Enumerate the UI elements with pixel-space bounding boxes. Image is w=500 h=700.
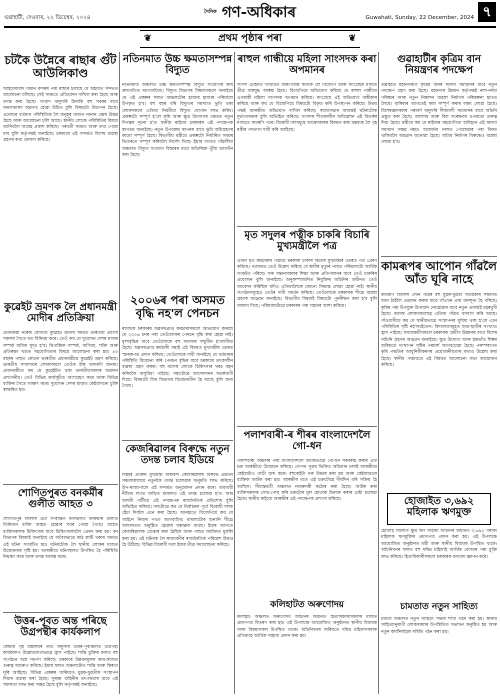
masthead xyxy=(4,2,496,28)
masthead-title-text: গণ-অধিকাৰ xyxy=(221,3,296,21)
article-body: কলিহাট অঞ্চলত অৰুণোদয় আঁচনিৰ অধীনত হিতাধিকাৰীসকলৰ মাজত প্ৰমাণপত্ৰ বিতৰণ কৰা হয়। এই উপলক্ষে আয়োজিত অনুষ্ঠানত স্থানীয় বিধায়ক আৰু বিষয়াসকল উপস্থিত থাকে। আঁচনিখনৰ জৰিয়তে দৰিদ্ৰ মহিলাসকলক প্ৰতিমাহে আৰ্থিক সাহায্য প্ৰদান কৰা হয়। xyxy=(237,615,377,640)
divider xyxy=(237,226,377,227)
article-body: কামৰূপ জিলাৰ এখন গাঁৱৰ বহু যুৱক-যুৱতী জীৱিকাৰ সন্ধানত আন ঠাইলৈ প্ৰব্ৰজন কৰাৰ বাবে গাঁওখন প্ৰায় জনশূন্য হৈ পৰিছে। কৃষিৰ পৰা উপযুক্ত উপাৰ্জন নোহোৱাৰ বাবে নতুন প্ৰজন্মই চহৰমুখী হৈছে। বয়সস্থ লোকসকলেহে এতিয়া গাঁৱত বসবাস কৰি আছে। গাঁওবাসীয়ে কয় যে স্থানীয়ভাৱে সংস্থাপনৰ সুবিধা থকা হ'লে এনে পৰিস্থিতিৰ সৃষ্টি নহ'লহেঁতেন। বিদ্যালয়সমূহত ছাত্ৰ-ছাত্ৰীৰ সংখ্যাও হ্ৰাস পাইছে। সমাজকৰ্মীসকলে চৰকাৰক গ্ৰামীণ উন্নয়নৰ বাবে বিশেষ আঁচনি গ্ৰহণৰ আহ্বান জনাইছে। ক্ষুদ্ৰ উদ্যোগ আৰু হস্ততাঁত শিল্পৰ জৰিয়তে সংস্থাপন সৃষ্টিৰ পৰামৰ্শ আগবঢ়োৱা হৈছে। পৰম্পৰাগত কৃষি পদ্ধতিৰ আধুনিকীকৰণৰ প্ৰয়োজনীয়তাৰ কথাও উল্লেখ কৰা হৈছে। স্থানীয় পঞ্চায়তে এই বিষয়ত আলোচনা সভা আয়োজন কৰিছে। xyxy=(381,293,497,369)
article-body: প্ৰধানমন্ত্ৰী নৰেন্দ্ৰ মোদীয়ে কুৱেইট ভ্ৰমণৰ সময়ত ভাৰতীয় প্ৰবাসী সকলৰ সৈতে মত বিনিময় কৰে। তেওঁ কয় যে দুয়োখন দেশৰ মাজৰ সম্পৰ্ক অধিক সুদৃঢ় হ'ব। দ্বিপাক্ষিক সম্পৰ্ক, বাণিজ্য, শক্তি আৰু প্ৰতিৰক্ষা খণ্ডত সহযোগিতাৰ বিষয়ে আলোচনা কৰা হয়। ৪৩ বছৰৰ পাছত কোনো ভাৰতীয় প্ৰধানমন্ত্ৰীয়ে কুৱেইট ভ্ৰমণ কৰিছে। ভাৰতীয় সম্প্ৰদায়ৰ লোকসকলে তেওঁক উষ্ম আদৰণি জনায়। প্ৰধানমন্ত্ৰীয়ে কয় যে কুৱেইটত থকা ভাৰতীয়সকলৰ অৱদান প্ৰশংসনীয়। তেওঁ বিভিন্ন কাৰ্যসূচীত অংশগ্ৰহণ কৰে আৰু বিভিন্ন ব্যক্তিৰ সৈতে সাক্ষাৎ কৰে। দুয়োখন দেশৰ মাজত কেইবাখনো চুক্তি স্বাক্ষৰিত হয়। xyxy=(3,331,118,394)
article-body: পলাশবাৰী অঞ্চলৰ পৰা বাংলাদেশলৈ অবৈধভাৱে গো-ধন সৰবৰাহ কৰাৰ এটা চক্ৰ আৰক্ষীয়ে উন্মোচন কৰিছে। গোপন সূত্ৰৰ ভিত্তিত অভিযান চলাই আৰক্ষীয়ে কেইবাটাও গাড়ী জব্দ কৰে। বহুকেইটা গৰু উদ্ধাৰ কৰা হয় আৰু কেইবাজনো ব্যক্তিক আটক কৰা হয়। আৰক্ষীৰ মতে এই চক্ৰটোৱে দীৰ্ঘদিন ধৰি সক্ৰিয় হৈ আছিল। সীমান্তবৰ্তী অঞ্চলত নজৰদাৰী কঠোৰ কৰা হৈছে। আটক কৰা ব্যক্তিসকলক সোধ-পোছ কৰি চক্ৰটোৰ মূল হোতাক চিনাক্ত কৰাৰ চেষ্টা চলোৱা হৈছে। স্থানীয় ৰাইজে আৰক্ষীৰ এই পদক্ষেপক প্ৰশংসা কৰিছে। xyxy=(237,459,377,503)
masthead-date-right: Guwahati, Sunday, 22 December, 2024 xyxy=(365,15,474,21)
masthead-title-small: দৈনিক xyxy=(204,9,217,15)
column-divider xyxy=(378,52,379,694)
column-1 xyxy=(3,52,118,696)
headline: শোণিতপুৰত বনকৰ্মীৰ গুলীত আহত ৩ xyxy=(17,488,104,511)
article-body: শোণিতপুৰ জিলাৰ এটা সংৰক্ষিত বনাঞ্চলত বনকৰ্মীৰ গুলীত তিনিজন ব্যক্তি আহত হোৱাৰ খবৰ পোৱা গৈছে। আহত ব্যক্তিসকলক চিকিৎসাৰ বাবে চিকিৎসালয়লৈ প্ৰেৰণ কৰা হয়। বন বিভাগৰ বিষয়াই জনাইছে যে অবৈধভাৱে কাঠ কাটি থকাৰ সময়ত এই ঘটনা সংঘটিত হয়। ঘটনাটোক লৈ স্থানীয় লোকৰ মাজত উত্তেজনাৰ সৃষ্টি হয়। আৰক্ষীয়ে ঘটনাস্থলত উপস্থিত হৈ পৰিস্থিতি নিয়ন্ত্ৰণ কৰে আৰু তদন্ত আৰম্ভ কৰে। xyxy=(3,517,118,561)
article-body: কেন্দ্ৰীয় গৃহ মন্ত্ৰালয়ৰ তথ্য অনুসৰি উত্তৰ-পূবাঞ্চলত উগ্ৰপন্থী কাৰ্যকলাপ উল্লেখযোগ্যভাৱে হ্ৰাস পাইছে। শান্তি চুক্তিৰ ফলত বহু সংগঠনে অস্ত্ৰ সমৰ্পণ কৰিছে। চৰকাৰে উন্নয়নমূলক কাম-কাজত গুৰুত্ব আৰোপ কৰিছে। ইয়াৰ ফলত অঞ্চলটোত শান্তি আৰু স্থিৰতা ঘূৰি আহিছে। বিভিন্ন প্ৰকল্পৰ জৰিয়তে যুৱক-যুৱতীক সংস্থাপন দিয়াৰ ব্যৱস্থা কৰা হৈছে। সুৰক্ষা বাহিনীৰ তৎপৰতাৰ বাবে এই সফলতা লাভ কৰা সম্ভৱ হৈছে বুলি কৰ্তৃপক্ষই জনাইছে। xyxy=(3,645,118,689)
divider xyxy=(122,440,233,441)
banner-ornament-right-icon: ❦ xyxy=(348,34,356,44)
headline: গুৱাহাটীৰ কৃত্ৰিম বান নিয়ন্ত্ৰণৰ পদক্ষেপ xyxy=(397,54,481,77)
article-body: সংসদ চৌহদত সংঘটিত ধাক্কা-ধাক্কি কাণ্ডক লৈ বিজেপি আৰু কংগ্ৰেছৰ মাজত তীব্ৰ বাকযুদ্ধ আৰম্ভ হৈছে। বিজেপিয়ে অভিযোগ কৰিছে যে ৰাহুল গান্ধীয়ে এগৰাকী মহিলা সাংসদক অপমান কৰিছে। কংগ্ৰেছে এই অভিযোগ অস্বীকাৰ কৰিছে আৰু কয় যে বিজেপিয়ে বিষয়টো বিকৃত কৰি উপস্থাপন কৰিছে। উভয় পক্ষই আৰক্ষীত অভিযোগ দাখিল কৰিছে। ৰাজ্যসভাৰ অধ্যক্ষই ঘটনাটোক দুৰ্ভাগ্যজনক বুলি অভিহিত কৰিছে। সংসদৰ শীতকালীন অধিৱেশন এই বিতৰ্কৰ মাজতে সামৰণি পৰে। বিৰোধী দলসমূহে আম্বেদকাৰৰ বিষয়ত কৰা মন্তব্যক লৈ গৃহ মন্ত্ৰীৰ পদত্যাগ দাবী কৰি আহিছে। xyxy=(237,83,377,133)
headline: মৃত সদুলৰ পত্নীক চাকৰি বিচাৰি মুখ্যমন্ত্ৰীলৈ পত্ৰ xyxy=(244,230,370,253)
banner-ornament-left-icon: ❦ xyxy=(144,34,152,44)
article-body: আহমেদাবাদ বিমান বন্দৰৰ পৰা ৰাছাৰ চলিছে যে অহমতি সন্দৰ্ভত আলোচনা চলিছে। সেই সময়তে প্ৰতিবেদন দাখিল কৰা হৈছে আৰু তদন্ত কৰা হৈছে। সংবাদ অনুসৰি চিনাকি বহু খবৰৰ বাবে জনসাধাৰণ অৱগত হোৱা উচিত বুলি বিষয়টো উত্থাপন হৈছে। এনেদৰে বৰ্তমান পৰিস্থিতিক লৈ মানুহৰ মাজত নানান প্ৰশ্নৰ উদ্ভৱ হৈছে আৰু আলোচনা চলি আছে। স্থানীয় লোকে পৰিস্থিতিৰ বিষয়ে জানিবলৈ আগ্ৰহ প্ৰকাশ কৰিছে। পৰবৰ্তী সময়ত আৰু তথ্য পোৱা যাব বুলি কৰ্তৃপক্ষই জনাইছে। চৰকাৰে এই সন্দৰ্ভত বিশেষ ব্যৱস্থা গ্ৰহণৰ কথা ঘোষণা কৰিছে। xyxy=(3,87,118,143)
headline: নতিনমাত উচ্চ ক্ষমতাসম্পন্ন বিদ্যুত xyxy=(123,54,232,77)
column-3 xyxy=(237,52,377,696)
article-body: গুৱাহাটী মহানগৰীত কৃত্ৰিম বানৰ সমস্যা সমাধানৰ বাবে নতুন পদক্ষেপ গ্ৰহণ কৰা হৈছে। মহানগৰ উন্নয়ন কৰ্তৃপক্ষই নলা-নৰ্দমা পৰিষ্কাৰ আৰু নতুন নিষ্কাশন ব্যৱস্থা নিৰ্মাণৰ পৰিকল্পনা হাতত লৈছে। বাৰিষাৰ আগতেই কাম সম্পূৰ্ণ কৰাৰ লক্ষ্য লোৱা হৈছে। বিশেষজ্ঞসকলৰ পৰামৰ্শ অনুসৰি দীৰ্ঘম্যাদী সমাধানৰ বাবে আঁচনি প্ৰস্তুত কৰা হৈছে। জলাশয় আৰু বিল সংৰক্ষণৰ ওপৰতো গুৰুত্ব দিয়া হৈছে। মন্ত্ৰীয়ে কয় যে ৰাইজৰ সহযোগিতা অবিহনে এই সমস্যা সমাধান সম্ভৱ নহয়। আবৰ্জনা নলাত পেলোৱাৰ পৰা বিৰত থাকিবলৈ আহ্বান জনোৱা হৈছে। অবৈধ নিৰ্মাণৰ বিৰুদ্ধেও ব্যৱস্থা লোৱা হ'ব। xyxy=(381,83,497,146)
headline: পলাশবাৰী-ৰ শীৰৰ বাংলাদেশলৈ গো-ধন xyxy=(243,430,371,453)
headline: উত্তৰ-পূবত অন্ত পৰিছে উগ্ৰপন্থীৰ কাৰ্যকলাপ xyxy=(14,616,107,639)
divider xyxy=(237,426,377,427)
section-banner xyxy=(140,30,360,48)
headline: ৰাহুল গান্ধীয়ে মহিলা সাংসদক কৰা অপমানৰ xyxy=(237,54,377,77)
divider xyxy=(3,484,118,485)
column-divider xyxy=(234,52,235,694)
headline: ২০০৬ৰ পৰা অসমত বৃদ্ধি নহ'ল পেনচন xyxy=(130,293,225,320)
column-divider xyxy=(119,52,120,694)
article-body: এজন মৃত কৰ্মচাৰীৰ পত্নীয়ে চৰকাৰী চাকৰি বিচাৰি মুখ্যমন্ত্ৰীৰ ওচৰত পত্ৰ প্ৰেৰণ কৰিছে। পত্ৰখনত তেওঁ উল্লেখ কৰিছে যে স্বামীৰ মৃত্যুৰ পাছত পৰিয়ালটো আৰ্থিক সংকটত পৰিছে। সৰু সন্তানসকলৰ শিক্ষা আৰু প্ৰতিপালনৰ বাবে তেওঁ চাকৰিৰ প্ৰয়োজন বুলি জনাইছে। অনুকম্পাজনিত নিযুক্তিৰ আঁচনিৰ অধীনত তেওঁ আবেদন কৰিছিল যদিও এতিয়ালৈকে কোনো সিদ্ধান্ত লোৱা হোৱা নাই। স্থানীয় সংগঠনসমূহেও তেওঁৰ দাবী সমৰ্থন কৰিছে। তেওঁলোকে চৰকাৰক শীঘ্ৰে ব্যৱস্থা গ্ৰহণৰ আহ্বান জনাইছে। বিভাগীয় বিষয়াই বিষয়টো পুনৰীক্ষণ কৰা হ'ব বুলি আশ্বাস দিছে। পৰিয়ালটোৱে চৰকাৰৰ পৰা সহায়ৰ আশা কৰিছে। xyxy=(237,259,377,309)
divider xyxy=(3,612,118,613)
headline: চটকৈ উন্নৈৰে ৰাছাৰ গুঁট আউলিকাণ্ড xyxy=(4,53,117,80)
headline: কলিহাটত অৰুণোদয় xyxy=(270,600,344,610)
article-body: চামতা অঞ্চলত নতুন সাহিত্য সভাৰ শাখা গঠন কৰা হয়। স্থানীয় সাহিত্যানুৰাগী লোকসকলৰ উপস্থিতিত সভাখন অনুষ্ঠিত হয় আৰু নতুন কাৰ্যনিৰ্বাহক সমিতি গঠন কৰা হয়। xyxy=(381,617,497,635)
column-4 xyxy=(381,52,497,696)
article-body: দিল্লীৰ প্ৰাক্তন মুখ্যমন্ত্ৰী অৰবিন্দ কেজৰিৱালৰ বিৰুদ্ধে প্ৰৱৰ্তন সঞ্চালকালয়ে নতুনকৈ তদন্ত চলোৱাৰ অনুমতি লাভ কৰিছে। উপ-ৰাজ্যপালে এই সন্দৰ্ভত অনুমোদন প্ৰদান কৰে। অবগারী নীতিৰ লগত জড়িত মামলাত এই তদন্ত চলোৱা হ'ব। আম আদমী পাৰ্টীয়ে এই পদক্ষেপক ৰাজনৈতিক প্ৰতিশোধ বুলি অভিহিত কৰিছে। দলটোৱে কয় যে নিৰ্বাচনৰ পূৰ্বে বিৰোধী দলক হেঁচা দিবলৈ এনে কৰা হৈছে। আনহাতে বিজেপিয়ে কয় যে আইনে নিজৰ পথত আগবাঢ়িব। মামলাটোৰ শুনানি শীঘ্ৰে আদালতত অনুষ্ঠিত হোৱাৰ সম্ভাৱনা আছে। ইয়াৰ আগতে কেজৰিৱালক গ্ৰেপ্তাৰ কৰা হৈছিল আৰু পাছত জামিনত মুকলি কৰা হয়। এই ঘটনাক লৈ ৰাজধানীৰ ৰাজনৈতিক পৰিৱেশ উত্তপ্ত হৈ উঠিছে। বিভিন্ন বিৰোধী দলে ইয়াৰ তীব্ৰ সমালোচনা কৰিছে। xyxy=(122,473,233,549)
headline: কেজৰিৱালৰ বিৰুদ্ধে নতুন তদন্ত চলাব ইডিয়ে xyxy=(125,444,230,467)
column-2 xyxy=(122,52,233,696)
headline: কামৰূপৰ আপোন গাঁৱলৈ আঁত ঘূৰি নাহে xyxy=(381,259,497,286)
headline: চামতাত নতুন সাহিত্য xyxy=(400,602,478,612)
article-body: ৰাজ্যিক চৰকাৰৰ অৱসৰপ্ৰাপ্ত কৰ্মচাৰীসকলে অভিযোগ কৰিছে যে ২০০৬ চনৰ পৰা তেওঁলোকৰ পেনচন বৃদ্ধি কৰা হোৱা নাই। মূল্যবৃদ্ধিৰ বাবে তেওঁলোকে বহু সমস্যাৰ সন্মুখীন হ'বলগীয়া হৈছে। অৱসৰপ্ৰাপ্ত কৰ্মচাৰী সন্থাই এই বিষয়ত মুখ্যমন্ত্ৰীৰ ওচৰত স্মাৰকপত্ৰ প্ৰদান কৰিছে। তেওঁলোকে দাবী জনাইছে যে বৰ্তমানৰ পৰিস্থিতি বিবেচনা কৰি পেনচন বৃদ্ধিৰ বাবে চৰকাৰে তৎকালীন ব্যৱস্থা গ্ৰহণ কৰক। বহু বয়সস্থ লোকে চিকিৎসাৰ খৰচ বহন কৰিবলৈ অসুবিধা পাইছে। সন্থাটোৱে আন্দোলনৰ সতৰ্কবাণী দিছে। বিষয়টো বিত্ত বিভাগৰ বিবেচনাধীন হৈ আছে বুলি জনা গৈছে। xyxy=(122,327,233,390)
headline: হোজাইত ৩,৬৯২ মহিলাক ঋণমুক্ত xyxy=(387,493,491,525)
article-body: হোজাই জিলাত ক্ষুদ্ৰ ঋণ সাহায্য আঁচনিৰ অধীনত ৩,৬৯২ গৰাকী মহিলাক ঋণমুক্তিৰ প্ৰমাণপত্ৰ প্ৰদান কৰা হয়। এই উপলক্ষে আয়োজিত অনুষ্ঠানত মন্ত্ৰী আৰু স্থানীয় বিধায়ক উপস্থিত থাকে। আঁচনিখনৰ ফলত বহু দৰিদ্ৰ মহিলাই আৰ্থিক বোজাৰ পৰা মুক্তি লাভ কৰিছে। হিতাধিকাৰীসকলে চৰকাৰক ধন্যবাদ জ্ঞাপন কৰে। xyxy=(381,529,497,560)
divider xyxy=(381,256,497,257)
banner-label: প্ৰথম পৃষ্ঠাৰ পৰা xyxy=(218,33,282,44)
article-body: নতিনমাত অঞ্চলত উচ্চ ক্ষমতাসম্পন্ন বিদ্যুত সংযোগৰ কাম দ্ৰুতগতিত আগবাঢ়িছে। বিদ্যুত বিভাগৰ বিষয়াসকলে জনাইছে যে এই প্ৰকল্পৰ ফলত অঞ্চলটোৰ হাজাৰ হাজাৰ পৰিয়ালে উপকৃত হ'ব। বহু বছৰ ধৰি বিদ্যুতৰ সমস্যাত ভুগি থকা লোকসকলে এতিয়া নিয়মীয়া বিদ্যুত যোগান লাভ কৰিব। প্ৰকল্পটো সম্পূৰ্ণ হ'লে কৃষি আৰু ক্ষুদ্ৰ উদ্যোগৰ ক্ষেত্ৰত নতুন দিগন্তৰ সূচনা হ'ব। স্থানীয় ৰাইজে চৰকাৰৰ এই পদক্ষেপক স্বাগতম জনাইছে। নতুন উপকেন্দ্ৰ স্থাপনৰ বাবে ভূমি অধিগ্ৰহণৰ কামো সম্পূৰ্ণ হৈছে। বিভাগীয় মন্ত্ৰীয়ে প্ৰকল্পটো নিৰ্ধাৰিত সময়ৰ ভিতৰতে সম্পূৰ্ণ কৰিবলৈ নিৰ্দেশ দিছে। ইয়াৰ লগতে গাঁৱলীয়া অঞ্চলত বিদ্যুত সংযোগ বিস্তাৰৰ বাবে অতিৰিক্ত পুঁজি আবণ্টন কৰা হৈছে। xyxy=(122,83,233,159)
masthead-date-left: গুৱাহাটী, দেওবাৰ, ২২ ডিচেম্বৰ, ২০২৪ xyxy=(4,15,91,21)
headline: কুৱেইট ভ্ৰমণক লৈ প্ৰধানমন্ত্ৰী মোদীৰ প্ৰতিক্ৰিয়া xyxy=(4,302,117,325)
page-number: ৭ xyxy=(478,2,496,22)
